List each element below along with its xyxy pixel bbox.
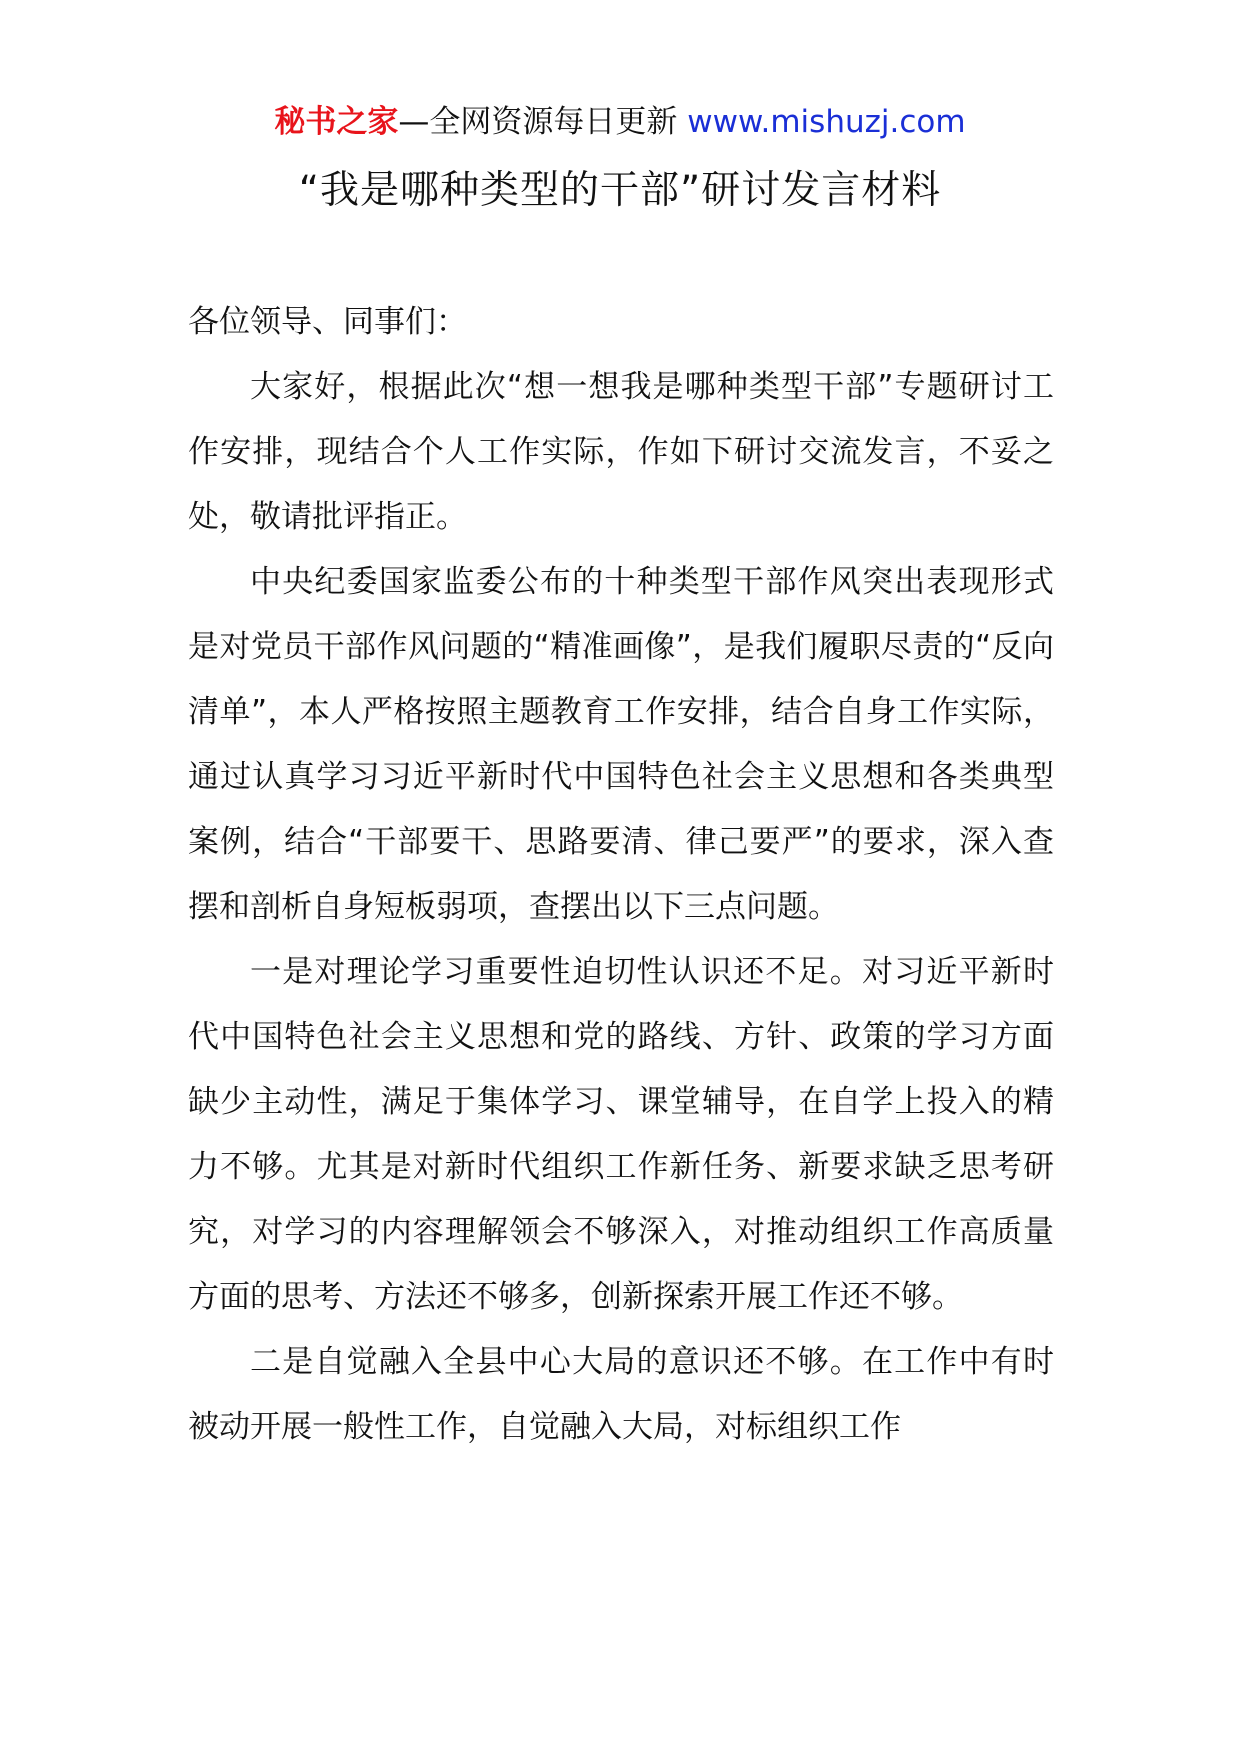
paragraph-issue-two: 二是自觉融入全县中心大局的意识还不够。在工作中有时被动开展一般性工作，自觉融入大局，对标组织工作 bbox=[188, 1344, 1054, 1445]
paragraph-issue-one: 一是对理论学习重要性迫切性认识还不足。对习近平新时代中国特色社会主义思想和党的路线、方针、政策的学习方面缺少主动性，满足于集体学习、课堂辅导，在自学上投入的精力不够。尤其是对新时代组织工作新任务、新要求缺乏思考研究，对学习的内容理解领会不够深入，对推动组织工作高质量方面的思考、方法还不够多，创新探索开展工作还不够。 bbox=[188, 954, 1054, 1315]
paragraph-intro: 大家好，根据此次“想一想我是哪种类型干部”专题研讨工作安排，现结合个人工作实际，作如下研讨交流发言，不妥之处，敬请批评指正。 bbox=[188, 369, 1054, 535]
salutation: 各位领导、同事们： bbox=[188, 304, 467, 340]
paragraph-background: 中央纪委国家监委公布的十种类型干部作风突出表现形式是对党员干部作风问题的“精准画像”，是我们履职尽责的“反向清单”，本人严格按照主题教育工作安排，结合自身工作实际，通过认真学习习近平新时代中国特色社会主义思想和各类典型案例，结合“干部要干、思路要清、律己要严”的要求，深入查摆和剖析自身短板弱项，查摆出以下三点问题。 bbox=[188, 564, 1054, 925]
site-tagline: —全网资源每日更新 bbox=[398, 104, 688, 140]
document-title: “我是哪种类型的干部”研讨发言材料 bbox=[298, 168, 942, 213]
document-body bbox=[188, 290, 1054, 1460]
site-header bbox=[0, 100, 1240, 144]
brand-name: 秘书之家 bbox=[274, 104, 399, 140]
site-url-link[interactable]: www.mishuzj.com bbox=[687, 104, 966, 140]
